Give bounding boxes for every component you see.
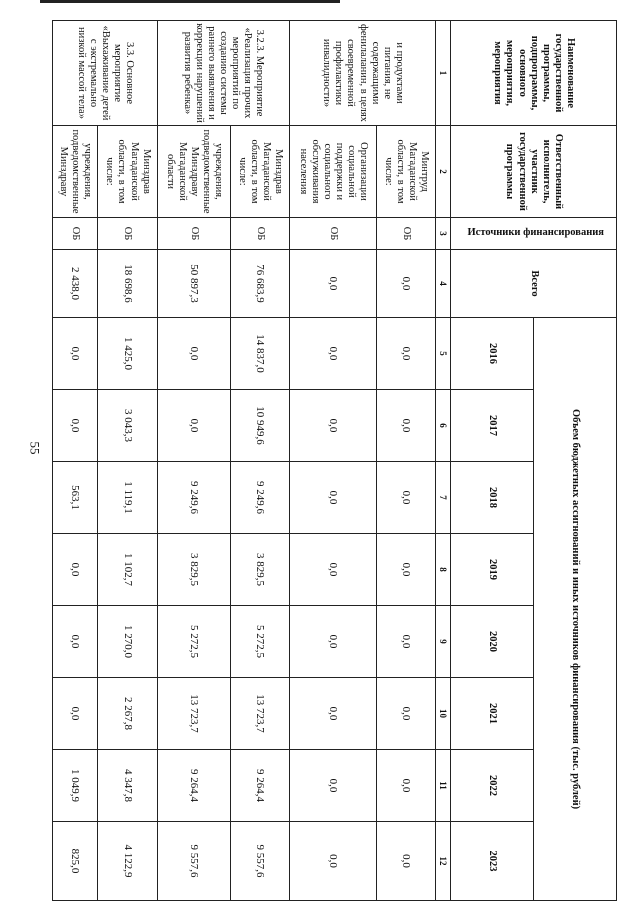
year-value: 0,0	[157, 318, 230, 390]
year-value: 0,0	[289, 318, 376, 390]
col-index: 7	[436, 462, 451, 534]
col-total-header: Всего	[451, 250, 617, 318]
year-header: 2018	[451, 462, 534, 534]
top-rule	[40, 0, 340, 3]
year-value: 0,0	[289, 750, 376, 822]
source-header-text: Источники финансирования	[467, 227, 604, 239]
year-value: 13 723,7	[230, 678, 289, 750]
total-cell: 2 438,0	[53, 250, 98, 318]
year-value: 0,0	[376, 822, 435, 901]
table-row	[157, 21, 230, 901]
col-source-header	[451, 218, 617, 250]
col-index: 10	[436, 678, 451, 750]
col-index: 1	[436, 21, 451, 126]
year-header: 2020	[451, 606, 534, 678]
source-cell: ОБ	[376, 218, 435, 250]
year-header: 2017	[451, 390, 534, 462]
col-index: 11	[436, 750, 451, 822]
year-header: 2023	[451, 822, 534, 901]
year-value: 9 557,6	[157, 822, 230, 901]
year-value: 0,0	[289, 462, 376, 534]
year-value: 1 425,0	[98, 318, 157, 390]
year-value: 825,0	[53, 822, 98, 901]
responsible-cell: учреждения, подведомственные Минздраву	[53, 126, 98, 218]
year-value: 0,0	[157, 390, 230, 462]
source-cell: ОБ	[289, 218, 376, 250]
source-cell: ОБ	[230, 218, 289, 250]
year-value: 0,0	[289, 534, 376, 606]
year-header: 2022	[451, 750, 534, 822]
year-value: 0,0	[376, 678, 435, 750]
year-value: 0,0	[376, 318, 435, 390]
year-value: 9 249,6	[157, 462, 230, 534]
year-value: 0,0	[53, 390, 98, 462]
total-cell: 50 897,3	[157, 250, 230, 318]
funding-table-sheet	[52, 20, 617, 900]
year-value: 13 723,7	[157, 678, 230, 750]
year-value: 14 837,0	[230, 318, 289, 390]
year-header: 2016	[451, 318, 534, 390]
col-index: 2	[436, 126, 451, 218]
page-number: 55	[27, 441, 43, 455]
measure-name: и продуктами питания, не содержащими фенилаланин, в целях своевременной профилактики инвалидности»	[289, 21, 435, 126]
responsible-cell: Минздрав Магаданской области, в том числе:	[98, 126, 157, 218]
year-value: 1 049,9	[53, 750, 98, 822]
year-value: 0,0	[289, 678, 376, 750]
column-index-row	[436, 21, 451, 901]
year-value: 3 829,5	[230, 534, 289, 606]
year-value: 4 122,9	[98, 822, 157, 901]
table-row	[230, 21, 289, 901]
col-name-header: Наименование государственной программы, подпрограммы, основного мероприятия, мероприятия	[451, 21, 617, 126]
year-value: 3 043,3	[98, 390, 157, 462]
measure-name: 3.2.3. Мероприятие «Реализация прочих мероприятий по созданию системы раннего выявления и коррекции нарушений развития ребенка»	[157, 21, 289, 126]
year-value: 0,0	[376, 534, 435, 606]
year-value: 1 102,7	[98, 534, 157, 606]
year-header: 2021	[451, 678, 534, 750]
year-value: 0,0	[53, 318, 98, 390]
table-row	[376, 21, 435, 901]
year-value: 0,0	[289, 822, 376, 901]
responsible-cell: Минтруд Магаданской области, в том числе:	[376, 126, 435, 218]
header-row-1	[534, 21, 617, 901]
col-index: 12	[436, 822, 451, 901]
table-row	[289, 21, 376, 901]
col-index: 5	[436, 318, 451, 390]
funding-group-header: Объем бюджетных ассигнований и иных источников финансирования (тыс. рублей)	[534, 318, 617, 901]
source-cell: ОБ	[98, 218, 157, 250]
col-index: 4	[436, 250, 451, 318]
col-index: 9	[436, 606, 451, 678]
table-row	[53, 21, 98, 901]
col-responsible-header: Ответственный исполнитель, участник государственной программы	[451, 126, 617, 218]
year-value: 0,0	[376, 750, 435, 822]
responsible-cell: Минздрав Магаданской области, в том числе:	[230, 126, 289, 218]
total-cell: 76 683,9	[230, 250, 289, 318]
col-index: 6	[436, 390, 451, 462]
year-value: 1 119,1	[98, 462, 157, 534]
responsible-cell: Организации социальной поддержки и социального обслуживания населения	[289, 126, 376, 218]
year-value: 0,0	[376, 390, 435, 462]
year-value: 0,0	[289, 606, 376, 678]
year-value: 10 949,6	[230, 390, 289, 462]
year-value: 9 557,6	[230, 822, 289, 901]
table-row	[98, 21, 157, 901]
year-value: 3 829,5	[157, 534, 230, 606]
year-value: 2 267,8	[98, 678, 157, 750]
responsible-cell: учреждения, подведомственные Минздраву Магаданской области	[157, 126, 230, 218]
year-value: 563,1	[53, 462, 98, 534]
year-value: 5 272,5	[230, 606, 289, 678]
year-value: 9 249,6	[230, 462, 289, 534]
source-cell: ОБ	[157, 218, 230, 250]
measure-name: 3.3. Основное мероприятие «Выхаживание детей с экстремально низкой массой тела»	[53, 21, 158, 126]
year-value: 0,0	[376, 606, 435, 678]
year-header: 2019	[451, 534, 534, 606]
funding-table	[52, 20, 617, 901]
year-value: 1 270,0	[98, 606, 157, 678]
total-cell: 0,0	[376, 250, 435, 318]
year-value: 5 272,5	[157, 606, 230, 678]
year-value: 0,0	[376, 462, 435, 534]
year-value: 9 264,4	[157, 750, 230, 822]
year-value: 0,0	[53, 678, 98, 750]
year-value: 0,0	[53, 534, 98, 606]
col-index: 3	[436, 218, 451, 250]
source-cell: ОБ	[53, 218, 98, 250]
total-cell: 0,0	[289, 250, 376, 318]
year-value: 4 347,8	[98, 750, 157, 822]
total-cell: 18 698,6	[98, 250, 157, 318]
col-index: 8	[436, 534, 451, 606]
year-value: 9 264,4	[230, 750, 289, 822]
year-value: 0,0	[289, 390, 376, 462]
year-value: 0,0	[53, 606, 98, 678]
